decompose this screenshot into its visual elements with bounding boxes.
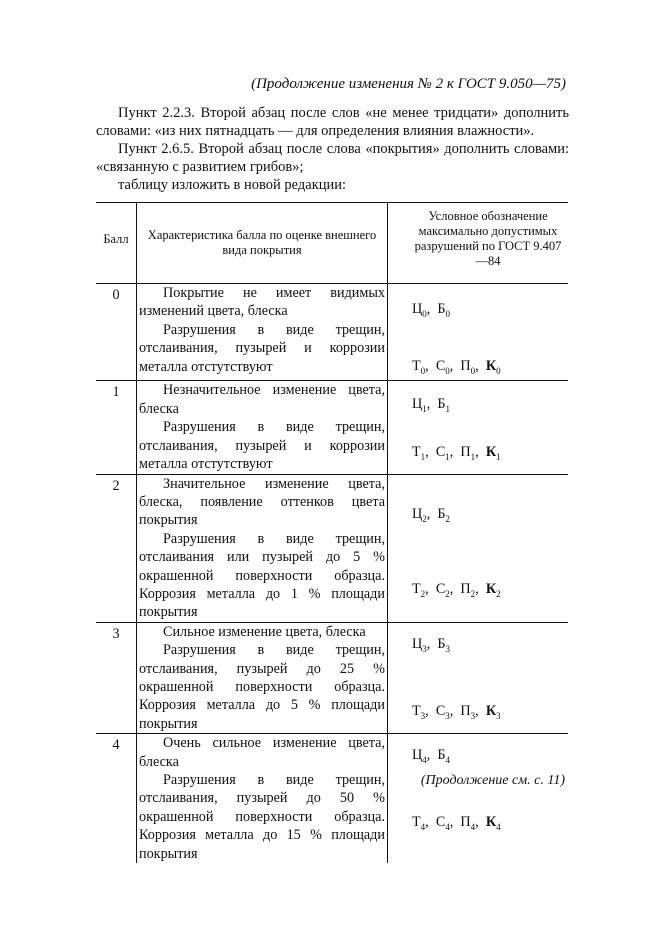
intro-paragraph-2: Пункт 2.6.5. Второй абзац после слова «покрытия» дополнить словами: «связанную с развитием грибов»;	[96, 141, 569, 175]
symbol-cell	[388, 381, 569, 474]
damage-symbols: $Т_2$, $С_2$, $П_2$, $К_2$	[412, 580, 501, 599]
score-cell: 3	[96, 622, 137, 733]
color-gloss-symbols: $Ц_2$, $Б_2$	[412, 505, 451, 524]
table-row	[96, 284, 568, 381]
damage-text: Разрушения в виде трещин, отслаивания или пузырей до 5 % окрашенной поверхности образца. Коррозия металла до 1 % площади покрытия	[139, 530, 385, 621]
description-cell	[137, 284, 388, 381]
damage-rating-table	[96, 202, 568, 863]
header-description: Характеристика балла по оценке внешнего вида покрытия	[137, 203, 388, 284]
intro-text	[96, 104, 569, 194]
page-header: (Продолжение изменения № 2 к ГОСТ 9.050—75)	[251, 76, 566, 92]
damage-text: Разрушения в виде трещин, отслаивания, пузырей до 50 % окрашенной поверхности образца. Коррозия металла до 15 % площади покрытия	[139, 772, 385, 862]
color-gloss-symbols: $Ц_1$, $Б_1$	[412, 396, 451, 415]
score-cell: 2	[96, 474, 137, 622]
table-row	[96, 734, 568, 863]
color-gloss-symbols: $Ц_0$, $Б_0$	[412, 301, 451, 319]
damage-symbols: $Т_3$, $С_3$, $П_3$, $К_3$	[412, 702, 501, 721]
symbol-cell	[388, 284, 569, 381]
color-change-text: Значительное изменение цвета, блеска, появление оттенков цвета покрытия	[139, 475, 385, 529]
symbol-cell	[388, 474, 569, 622]
table-row	[96, 622, 568, 733]
score-cell: 4	[96, 734, 137, 863]
description-cell	[137, 474, 388, 622]
damage-symbols: $Т_0$, $С_0$, $П_0$, $К_0$	[412, 358, 501, 377]
damage-symbols: $Т_4$, $С_4$, $П_4$, $К_4$	[412, 814, 501, 833]
color-change-text: Очень сильное изменение цвета, блеска	[139, 735, 385, 770]
damage-symbols: $Т_1$, $С_1$, $П_1$, $К_1$	[412, 443, 501, 462]
damage-text: Разрушения в виде трещин, отслаивания, пузырей до 25 % окрашенной поверхности образца. Коррозия металла до 5 % площади покрытия	[139, 642, 385, 732]
intro-paragraph-1: Пункт 2.2.3. Второй абзац после слов «не менее тридцати» дополнить словами: «из них пятнадцать — для определения влияния влажности».	[96, 105, 569, 139]
score-cell: 1	[96, 381, 137, 474]
symbol-cell	[388, 734, 569, 863]
description-cell	[137, 622, 388, 733]
color-change-text: Незначительное изменение цвета, блеска	[139, 382, 385, 417]
intro-paragraph-3: таблицу изложить в новой редакции:	[118, 177, 347, 193]
table-row	[96, 474, 568, 622]
color-gloss-symbols: $Ц_4$, $Б_4$	[412, 747, 451, 766]
score-cell: 0	[96, 284, 137, 381]
symbol-cell	[388, 622, 569, 733]
description-cell	[137, 381, 388, 474]
table-row	[96, 381, 568, 474]
damage-text: Разрушения в виде трещин, отслаивания, пузырей и коррозии металла отстутствуют	[139, 321, 385, 375]
header-score: Балл	[96, 203, 137, 284]
description-cell	[137, 734, 388, 863]
damage-text: Разрушения в виде трещин, отслаивания, пузырей и коррозии металла отстутствуют	[139, 419, 385, 473]
table-header-row	[96, 203, 568, 284]
color-gloss-symbols: $Ц_3$, $Б_3$	[412, 635, 451, 654]
header-symbol: Условное обозначение максимально допустимых разрушений по ГОСТ 9.407—84	[388, 203, 569, 284]
color-change-text: Покрытие не имеет видимых изменений цвета, блеска	[139, 285, 385, 320]
color-change-text: Сильное изменение цвета, блеска	[163, 623, 366, 640]
page-footer: (Продолжение см. с. 11)	[420, 773, 565, 788]
